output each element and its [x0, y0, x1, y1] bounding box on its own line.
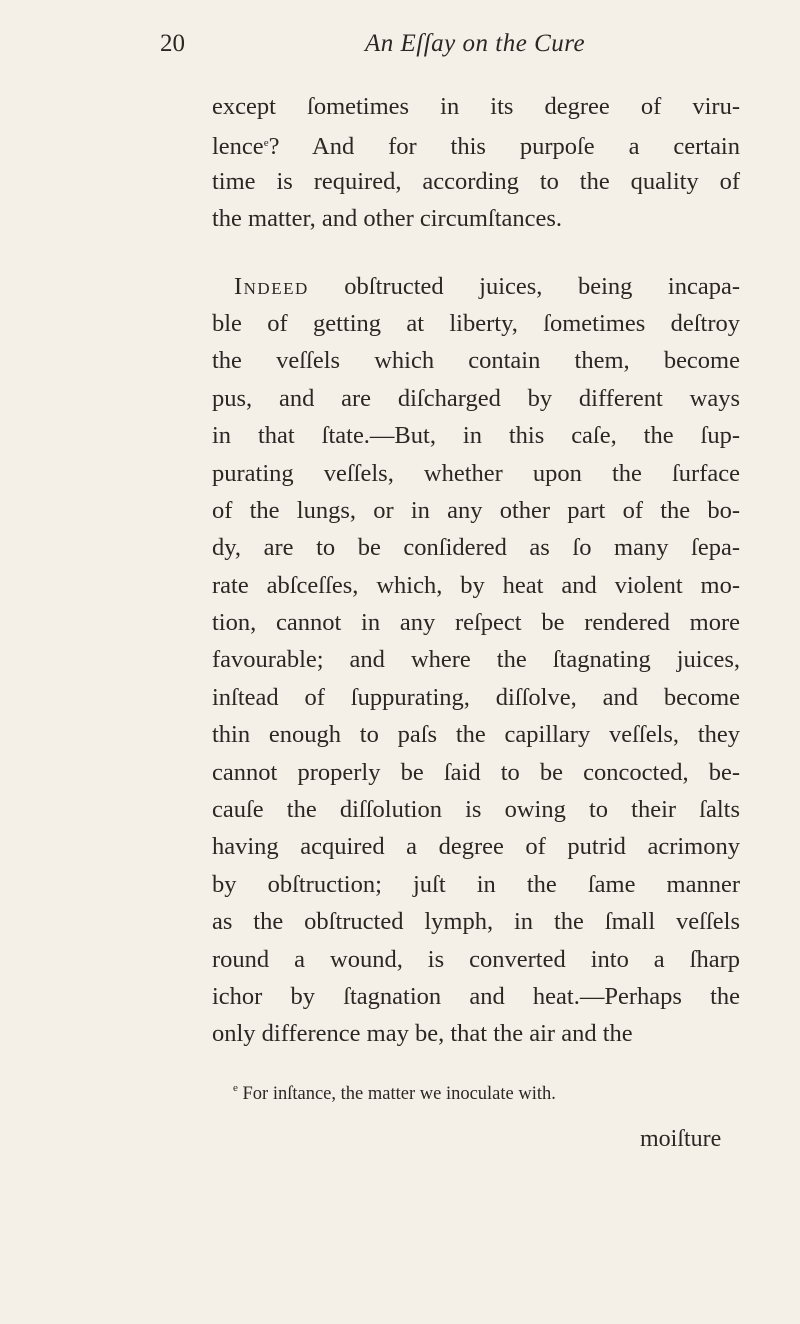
footnote [233, 1082, 556, 1105]
text-line: round a wound, is converted into a ſharp [212, 945, 740, 973]
running-title: An Eſſay on the Cure [365, 30, 586, 57]
text-line: having acquired a degree of putrid acrimony [212, 833, 740, 861]
text-line: lence$^e$? And for this purpoſe a certain [212, 133, 740, 161]
text-line: ichor by ſtagnation and heat.—Perhaps the [212, 982, 740, 1010]
text-line: except ſometimes in its degree of viru- [212, 93, 740, 120]
text-line: purating veſſels, whether upon the ſurface [212, 459, 740, 487]
text-line: the veſſels which contain them, become [212, 347, 740, 375]
text-line: cannot properly be ſaid to be concocted, be- [212, 758, 740, 786]
body-text [212, 88, 740, 1053]
text-line: as the obſtructed lymph, in the ſmall veſſels [212, 908, 740, 936]
paragraph-gap [212, 238, 740, 268]
page-number: 20 [160, 30, 185, 57]
text-line: tion, cannot in any reſpect be rendered more [212, 609, 740, 637]
text-line: inſtead of ſuppurating, diſſolve, and become [212, 683, 740, 711]
footnote-text: For inſtance, the matter we inoculate with. [242, 1084, 556, 1104]
footnote-reference: e [263, 137, 269, 150]
text-line: thin enough to paſs the capillary veſſels, they [212, 721, 740, 749]
text-line: Indeed obſtructed juices, being incapa- [234, 272, 740, 300]
text-line: in that ſtate.—But, in this caſe, the ſup- [212, 422, 740, 450]
text-line: pus, and are diſcharged by different ways [212, 384, 740, 412]
text-line: favourable; and where the ſtagnating juices, [212, 646, 740, 674]
text-line: ble of getting at liberty, ſometimes deſtroy [212, 309, 740, 337]
text-line: by obſtruction; juſt in the ſame manner [212, 870, 740, 898]
lead-word: Indeed [234, 272, 309, 300]
text-line: cauſe the diſſolution is owing to their ſalts [212, 796, 740, 824]
text-line: the matter, and other circumſtances. [212, 205, 563, 233]
footnote-mark: e [233, 1082, 238, 1094]
text-line: of the lungs, or in any other part of the bo- [212, 496, 740, 524]
text-line: rate abſceſſes, which, by heat and violent mo- [212, 571, 740, 599]
text-line: dy, are to be conſidered as ſo many ſepa- [212, 534, 740, 562]
text-line: only difference may be, that the air and the [212, 1020, 633, 1048]
catchword: moiſture [640, 1126, 722, 1152]
text-line: time is required, according to the quality of [212, 167, 740, 195]
running-header [160, 30, 740, 66]
